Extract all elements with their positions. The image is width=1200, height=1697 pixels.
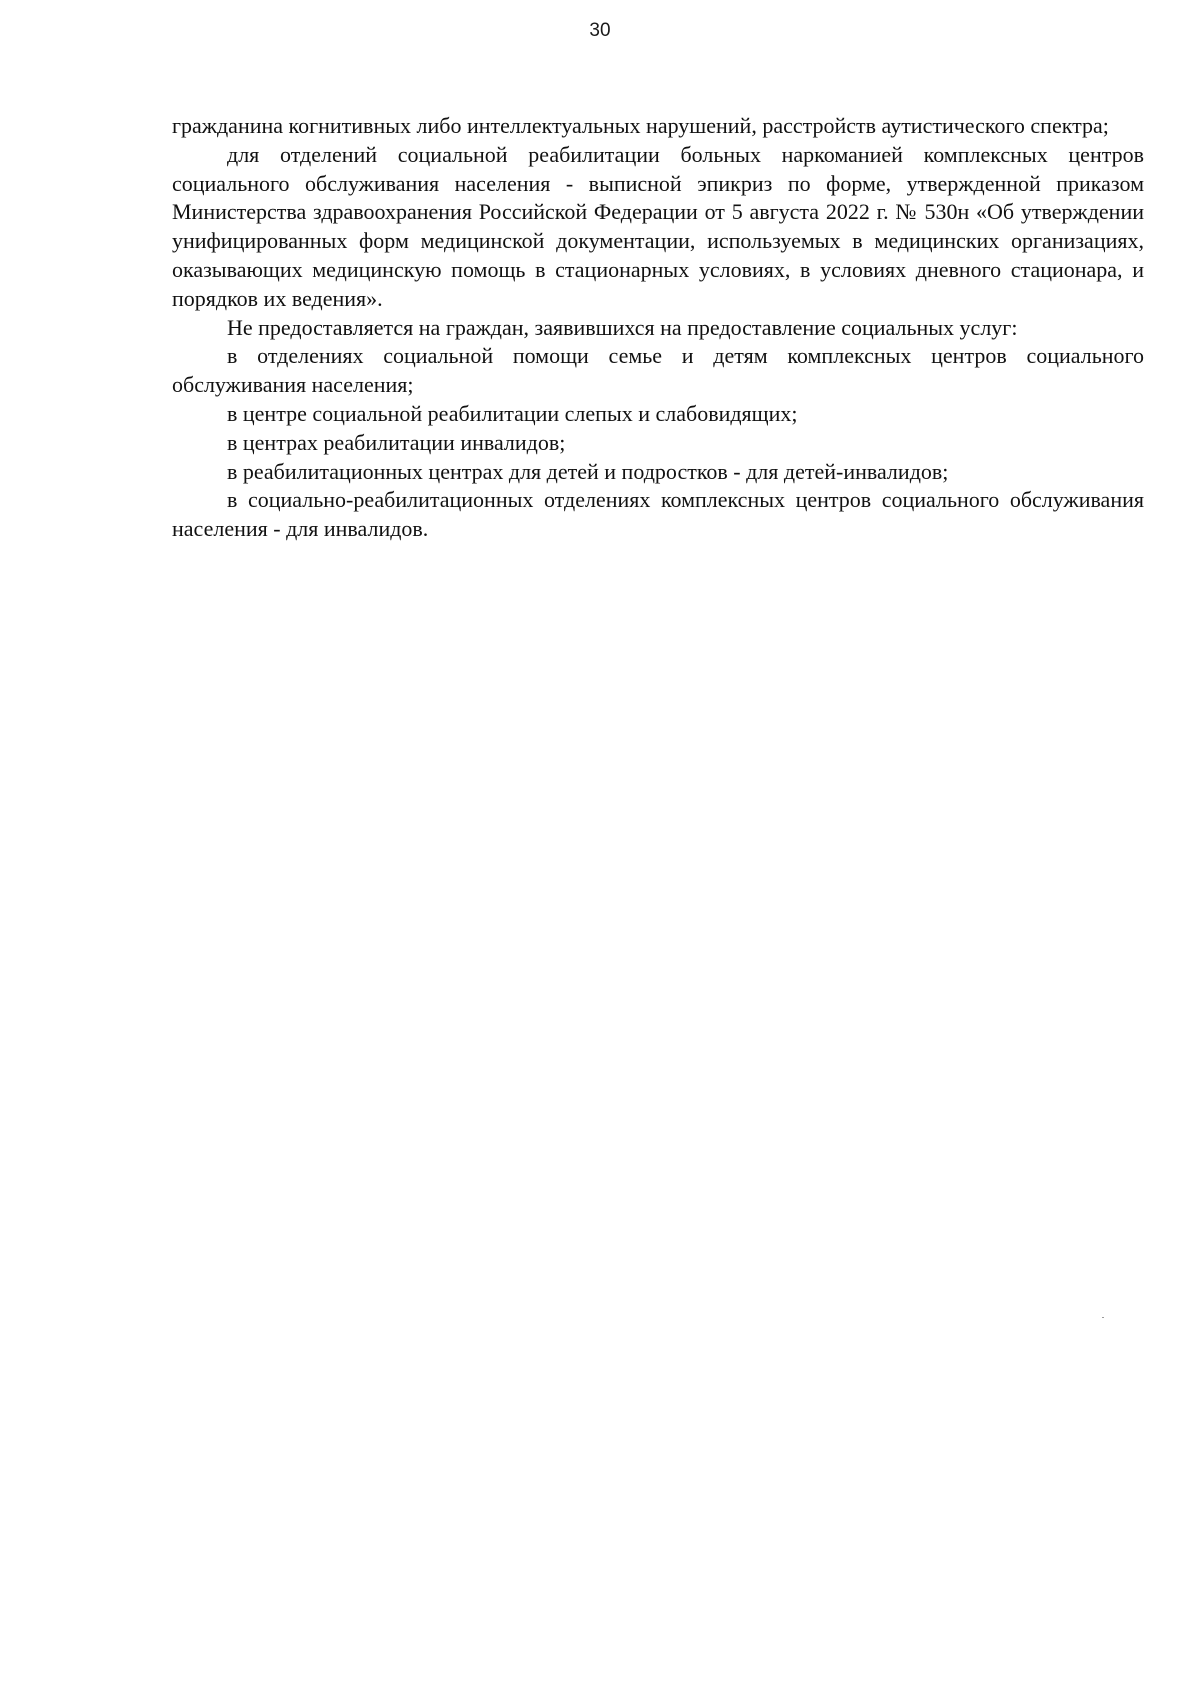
paragraph-blind-rehab-center: в центре социальной реабилитации слепых и слабовидящих;: [227, 400, 798, 426]
document-body: [172, 112, 1144, 544]
scan-artifact-dot: [1102, 1317, 1104, 1318]
paragraph-social-rehab-departments: в социально-реабилитационных отделениях комплексных центров социального обслуживания населения - для инвалидов.: [172, 487, 1144, 542]
page-number: 30: [589, 20, 611, 41]
paragraph-not-provided-intro: Не предоставляется на граждан, заявившихся на предоставление социальных услуг:: [227, 314, 1018, 340]
paragraph-family-children-departments: в отделениях социальной помощи семье и детям комплексных центров социального обслуживания населения;: [172, 343, 1144, 398]
paragraph-children-rehab-centers: в реабилитационных центрах для детей и подростков - для детей-инвалидов;: [227, 458, 949, 484]
paragraph-continuation: гражданина когнитивных либо интеллектуальных нарушений, расстройств аутистического спектра;: [172, 113, 1109, 138]
paragraph-disabled-rehab-centers: в центрах реабилитации инвалидов;: [227, 429, 566, 455]
paragraph-narcology-departments: для отделений социальной реабилитации больных наркоманией комплексных центров социального обслуживания населения - выписной эпикриз по форме, утвержденной приказом Министерства здравоохранения Российской Федерации от 5 августа 2022 г. № 530н «Об утверждении унифицированных форм медицинской документации, используемых в медицинских организациях, оказывающих медицинскую помощь в стационарных условиях, в условиях дневного стационара, и порядков их ведения».: [172, 141, 1144, 311]
